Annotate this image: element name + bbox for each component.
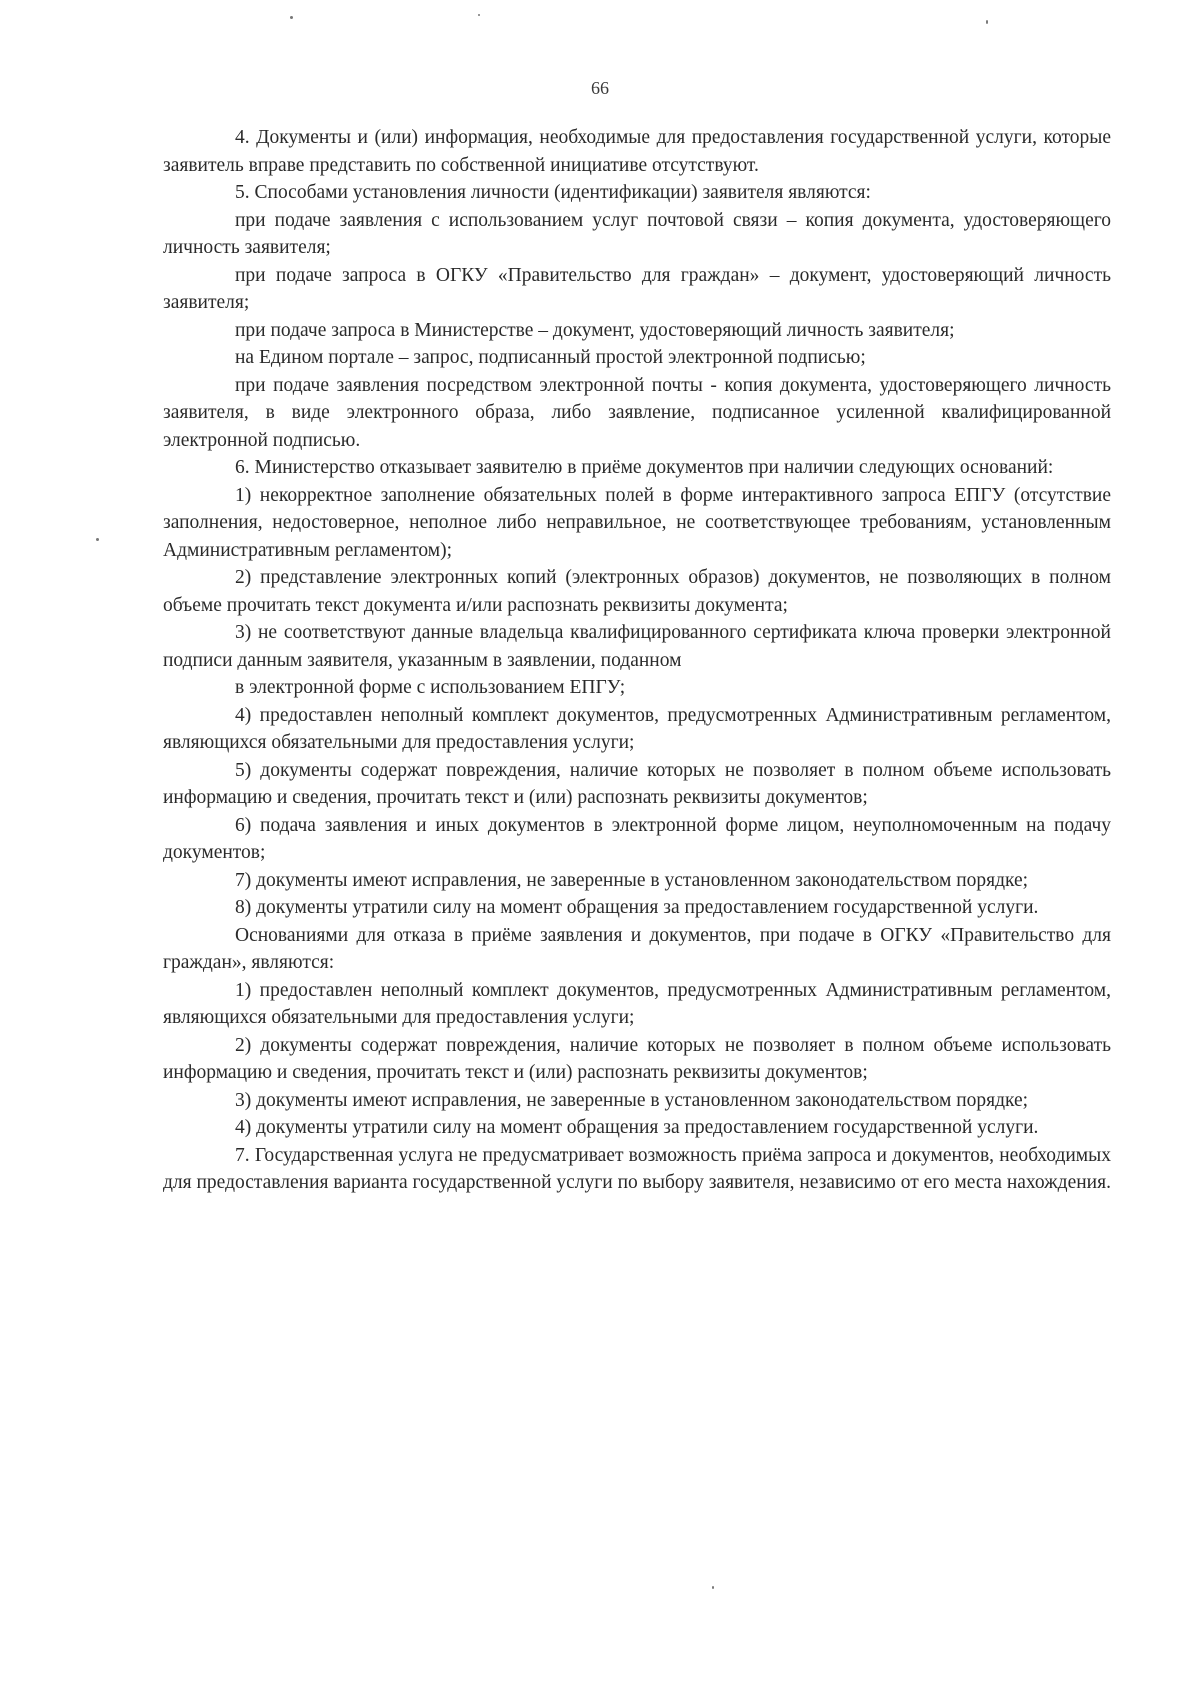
- paragraph: при подаче запроса в Министерстве – документ, удостоверяющий личность заявителя;: [235, 319, 955, 341]
- paragraph: Основаниями для отказа в приёме заявления и документов, при подаче в ОГКУ «Правительство для граждан», являются:: [163, 924, 1111, 973]
- document-body: [163, 124, 1111, 1197]
- paragraph: 2) документы содержат повреждения, наличие которых не позволяет в полном объеме использовать информацию и сведения, прочитать текст и (или) распознать реквизиты документов;: [163, 1034, 1111, 1083]
- paragraph: 1) предоставлен неполный комплект документов, предусмотренных Административным регламентом, являющихся обязательными для предоставления услуги;: [163, 979, 1111, 1028]
- paragraph: 7. Государственная услуга не предусматривает возможность приёма запроса и документов, необходимых для предоставления варианта государственной услуги по выбору заявителя, независимо от его места нахождения.: [163, 1144, 1111, 1193]
- page-number: 66: [591, 78, 609, 98]
- paragraph: 2) представление электронных копий (электронных образов) документов, не позволяющих в полном объеме прочитать текст документа и/или распознать реквизиты документа;: [163, 567, 1111, 616]
- paragraph: при подаче заявления посредством электронной почты - копия документа, удостоверяющего личность заявителя, в виде электронного образа, либо заявление, подписанное усиленной квалифицированной электронной подписью.: [163, 374, 1111, 451]
- scan-speck: [478, 14, 480, 16]
- paragraph: 8) документы утратили силу на момент обращения за предоставлением государственной услуги.: [235, 897, 1039, 918]
- paragraph: 3) документы имеют исправления, не заверенные в установленном законодательством порядке;: [235, 1089, 1029, 1111]
- paragraph: при подаче запроса в ОГКУ «Правительство для граждан» – документ, удостоверяющий личность заявителя;: [163, 264, 1111, 313]
- paragraph: 6) подача заявления и иных документов в электронной форме лицом, неуполномоченным на подачу документов;: [163, 814, 1111, 863]
- paragraph: 5) документы содержат повреждения, наличие которых не позволяет в полном объеме использовать информацию и сведения, прочитать текст и (или) распознать реквизиты документов;: [163, 759, 1111, 808]
- scan-speck: [986, 20, 988, 24]
- paragraph: 1) некорректное заполнение обязательных полей в форме интерактивного запроса ЕПГУ (отсутствие заполнения, недостоверное, неполное либо неправильное, не соответствующее требованиям, установленным Административным регламентом);: [163, 484, 1111, 561]
- paragraph: 4. Документы и (или) информация, необходимые для предоставления государственной услуги, которые заявитель вправе представить по собственной инициативе отсутствуют.: [163, 127, 1111, 176]
- scan-speck: [96, 538, 99, 541]
- paragraph: 4) предоставлен неполный комплект документов, предусмотренных Административным регламентом, являющихся обязательными для предоставления услуги;: [163, 704, 1111, 753]
- paragraph: на Едином портале – запрос, подписанный простой электронной подписью;: [235, 347, 866, 368]
- paragraph: 7) документы имеют исправления, не заверенные в установленном законодательством порядке;: [235, 869, 1029, 891]
- paragraph: 4) документы утратили силу на момент обращения за предоставлением государственной услуги.: [235, 1117, 1039, 1138]
- scan-speck: [290, 16, 293, 19]
- paragraph: 5. Способами установления личности (идентификации) заявителя являются:: [235, 182, 871, 203]
- scan-speck: [712, 1586, 714, 1589]
- paragraph: в электронной форме с использованием ЕПГУ;: [235, 677, 626, 698]
- paragraph: 6. Министерство отказывает заявителю в приёме документов при наличии следующих оснований:: [235, 457, 1054, 478]
- paragraph: при подаче заявления с использованием услуг почтовой связи – копия документа, удостоверяющего личность заявителя;: [163, 209, 1111, 258]
- paragraph: 3) не соответствуют данные владельца квалифицированного сертификата ключа проверки электронной подписи данным заявителя, указанным в заявлении, поданном: [163, 622, 1111, 671]
